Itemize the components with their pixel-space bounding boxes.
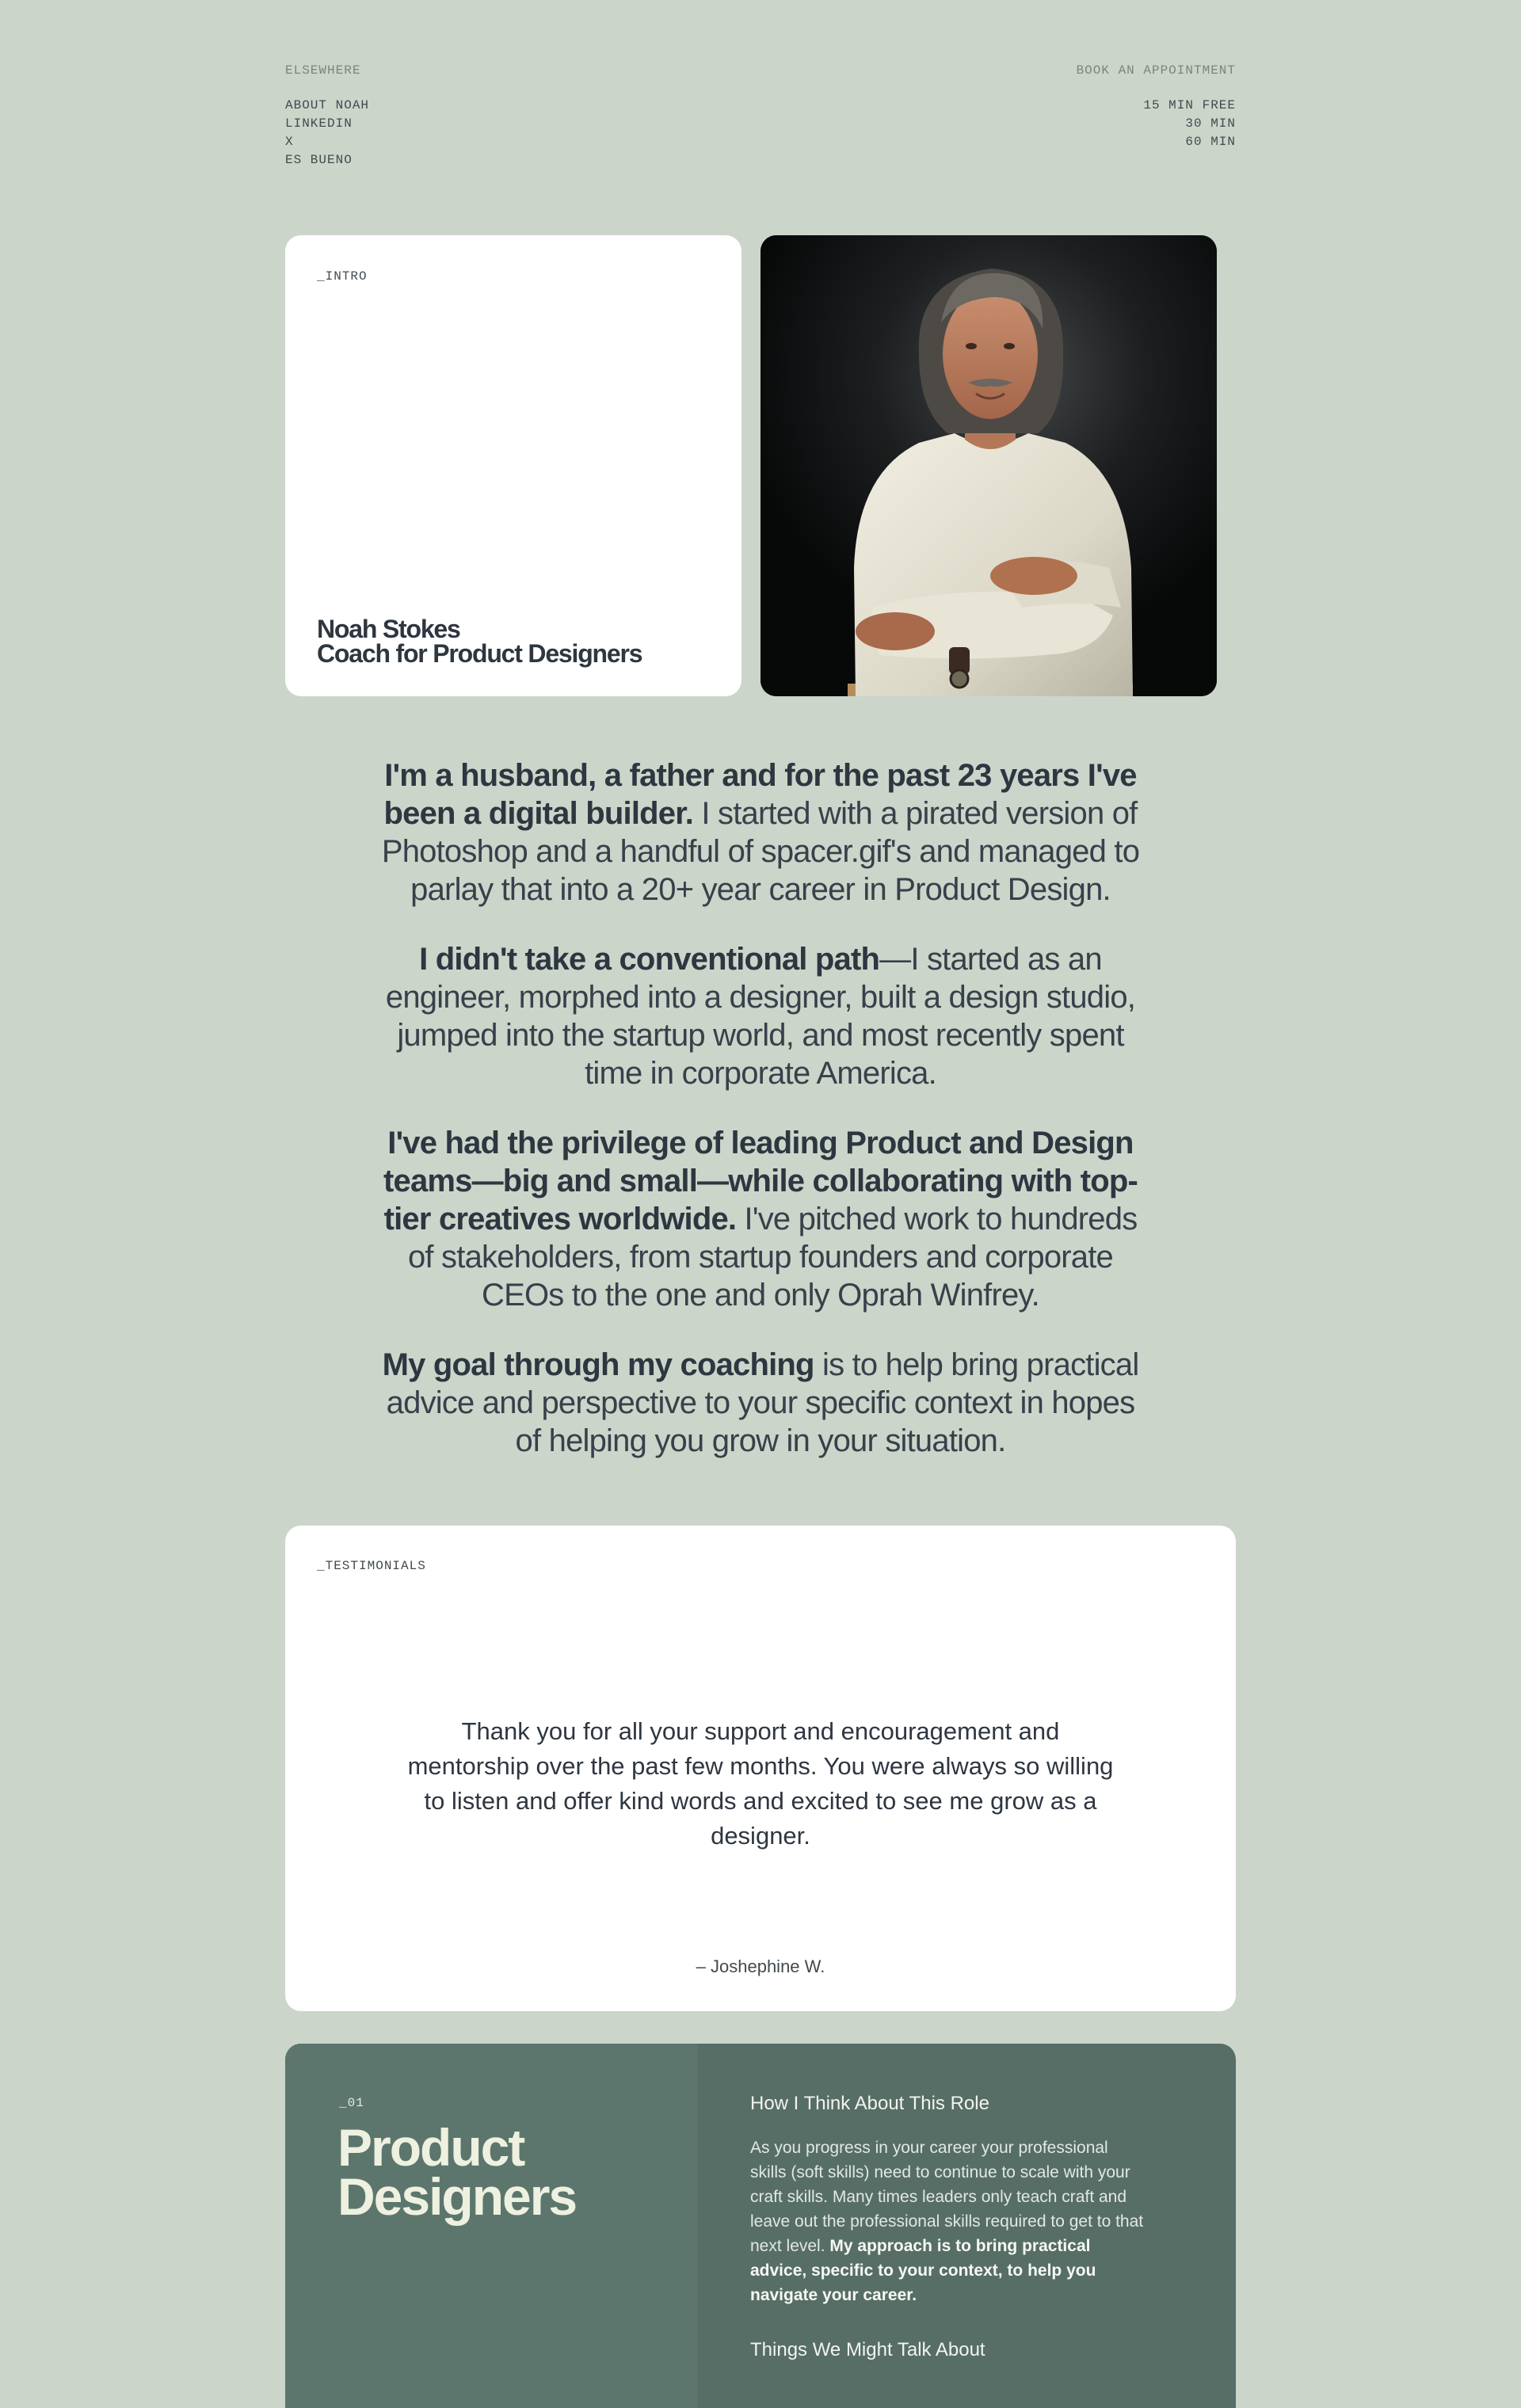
role-section-right-panel (750, 2093, 1146, 2382)
role-section-body-emphasis: My approach is to bring practical advice, specific to your context, to help you navigate your career. (750, 2237, 1096, 2304)
book-15-min-free-link[interactable]: 15 MIN FREE (1143, 98, 1236, 112)
bio-paragraph (380, 1346, 1141, 1460)
testimonials-card (285, 1526, 1236, 2011)
bio-paragraph (380, 1124, 1141, 1314)
book-60-min-link[interactable]: 60 MIN (1185, 135, 1236, 149)
role-title-line-2: Designers (337, 2167, 577, 2226)
book-30-min-link[interactable]: 30 MIN (1185, 116, 1236, 131)
bio-section (380, 756, 1141, 1492)
nav-link-about-noah[interactable]: ABOUT NOAH (285, 98, 370, 112)
bio-paragraph-emphasis: My goal through my coaching (382, 1347, 814, 1382)
bio-paragraph-emphasis: I've had the privilege of leading Product and Design teams—big and small—while collaborating with top-tier creatives worldwide. (383, 1126, 1138, 1236)
intro-card (285, 235, 741, 696)
top-nav (285, 63, 1236, 174)
nav-link-es-bueno[interactable]: ES BUENO (285, 153, 353, 167)
bio-paragraph-emphasis: I'm a husband, a father and for the past 23 years I've been a digital builder. (383, 758, 1137, 831)
nav-link-linkedin[interactable]: LINKEDIN (285, 116, 353, 131)
role-section-title (337, 2118, 577, 2226)
bio-paragraph (380, 756, 1141, 909)
role-section-body-text: As you progress in your career your professional skills (soft skills) need to continue to scale with your craft skills. Many times leaders only teach craft and leave out the professional skills required to get to that next level. (750, 2139, 1144, 2255)
bio-paragraph-text: I started with a pirated version of Photoshop and a handful of spacer.gif's and managed to parlay that into a 20+ year career in Product Design. (381, 796, 1140, 907)
portrait-illustration (760, 235, 1217, 696)
role-title-line-1: Product (337, 2118, 524, 2177)
book-appointment-column (1077, 63, 1236, 151)
elsewhere-heading: ELSEWHERE (285, 63, 361, 78)
coach-role: Coach for Product Designers (317, 639, 642, 668)
intro-name-block (317, 617, 642, 666)
role-section-left-panel (285, 2044, 697, 2408)
testimonial-author: – Joshephine W. (696, 1956, 825, 1976)
bio-paragraph (380, 940, 1141, 1092)
testimonials-tag: _TESTIMONIALS (317, 1559, 426, 1573)
testimonial-quote: Thank you for all your support and encouragement and mentorship over the past few months. You were always so willing to listen and offer kind words and excited to see me grow as a designer. (407, 1717, 1114, 1850)
bio-paragraph-emphasis: I didn't take a conventional path (419, 942, 880, 977)
role-section-number: _01 (339, 2096, 364, 2110)
bio-paragraph-text: I've pitched work to hundreds of stakeholders, from startup founders and corporate CEOs to the one and only Oprah Winfrey. (407, 1202, 1138, 1313)
elsewhere-column (285, 63, 369, 170)
role-section-product-designers (285, 2044, 1236, 2408)
nav-link-x[interactable]: X (285, 135, 294, 149)
book-appointment-heading: BOOK AN APPOINTMENT (1076, 63, 1236, 78)
role-section-body (750, 2136, 1146, 2307)
portrait-photo (760, 235, 1217, 696)
role-section-heading: How I Think About This Role (750, 2093, 989, 2114)
coach-name: Noah Stokes (317, 615, 460, 643)
bio-paragraph-text: —I started as an engineer, morphed into a designer, built a design studio, jumped into the startup world, and most recently spent time in corporate America. (385, 942, 1136, 1091)
bio-paragraph-text: is to help bring practical advice and perspective to your specific context in hopes of helping you grow in your situation. (386, 1347, 1139, 1458)
intro-tag: _INTRO (317, 269, 368, 284)
role-section-subheading: Things We Might Talk About (750, 2339, 985, 2360)
